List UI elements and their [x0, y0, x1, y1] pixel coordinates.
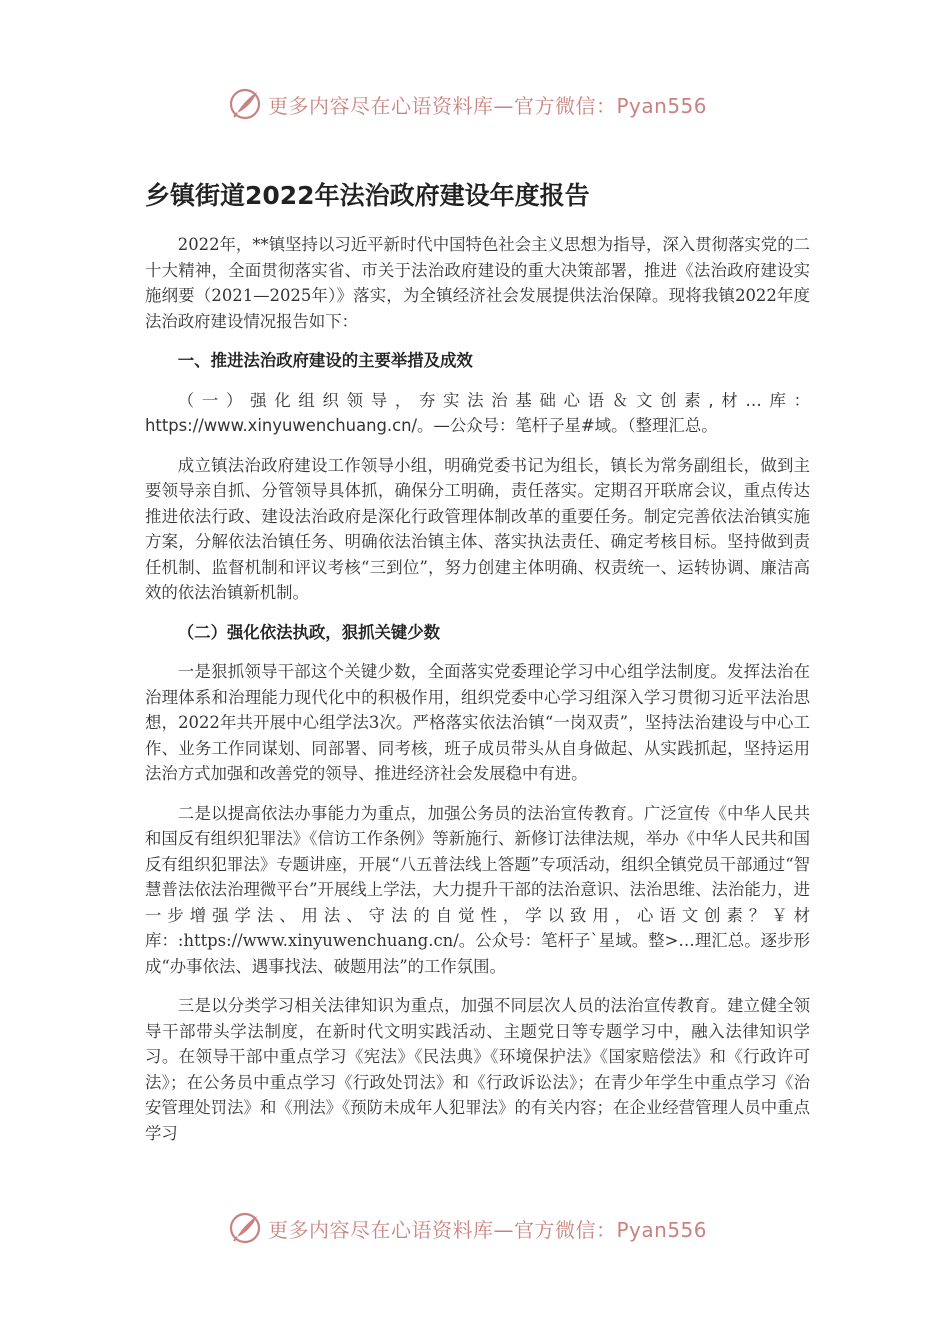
header-banner [228, 84, 748, 124]
page-title: 乡镇街道2022年法治政府建设年度报告 [145, 181, 590, 210]
section-heading-1: 一、推进法治政府建设的主要举措及成效 [177, 351, 473, 370]
quill-logo-icon [228, 87, 262, 121]
intro-paragraph: 2022年，**镇坚持以习近平新时代中国特色社会主义思想为指导，深入贯彻落实党的二十大精神，全面贯彻落实省、市关于法治政府建设的重大决策部署，推进《法治政府建设实施纲要（2021—2025年）》落实，为全镇经济社会发展提供法治保障。现将我镇2022年度法治政府建设情况报告如下： [145, 235, 810, 331]
document-body [145, 232, 810, 1160]
banner-text: 更多内容尽在心语资料库—官方微信：Pyan556 [268, 1217, 708, 1242]
body-paragraph: 三是以分类学习相关法律知识为重点，加强不同层次人员的法治宣传教育。建立健全领导干部带头学法制度，在新时代文明实践活动、主题党日等专题学习中，融入法律知识学习。在领导干部中重点学习《宪法》《民法典》《环境保护法》《国家赔偿法》和《行政许可法》；在公务员中重点学习《行政处罚法》和《行政诉讼法》；在青少年学生中重点学习《治安管理处罚法》和《刑法》《预防未成年人犯罪法》的有关内容；在企业经营管理人员中重点学习 [145, 996, 810, 1143]
subsection-heading-2: （二）强化依法执政，狠抓关键少数 [177, 622, 441, 642]
banner-text: 更多内容尽在心语资料库—官方微信：Pyan556 [268, 93, 708, 118]
body-paragraph: 成立镇法治政府建设工作领导小组，明确党委书记为组长，镇长为常务副组长，做到主要领导亲自抓、分管领导具体抓，确保分工明确，责任落实。定期召开联席会议，重点传达推进依法行政、建设法治政府是深化行政管理体制改革的重要任务。制定完善依法治镇实施方案，分解依法治镇任务、明确依法治镇主体、落实执法责任、确定考核目标。坚持做到责任机制、监督机制和评议考核“三到位”，努力创建主体明确、权责统一、运转协调、廉洁高效的依法治镇新机制。 [145, 455, 810, 602]
body-paragraph: 二是以提高依法办事能力为重点，加强公务员的法治宣传教育。广泛宣传《中华人民共和国反有组织犯罪法》《信访工作条例》等新施行、新修订法律法规，举办《中华人民共和国反有组织犯罪法》专题讲座，开展“八五普法线上答题”专项活动，组织全镇党员干部通过“智慧普法依法治理微平台”开展线上学法，大力提升干部的法治意识、法治思维、法治能力，进一步增强学法、用法、守法的自觉性，学以致用，心语文创素？￥材库：:https://www.xinyuwenchuang.cn/。公众号：笔杆子`星域。整>…理汇总。逐步形成“办事依法、遇事找法、破题用法”的工作氛围。 [145, 803, 810, 976]
footer-banner [228, 1208, 748, 1248]
subsection-heading-1: （一）强化组织领导，夯实法治基础心语＆文创素,材…库：https://www.xinyuwenchuang.cn/。—公众号：笔杆子星#域。（整理汇总。 [145, 390, 810, 435]
quill-logo-icon [228, 1211, 262, 1245]
body-paragraph: 一是狠抓领导干部这个关键少数，全面落实党委理论学习中心组学法制度。发挥法治在治理体系和治理能力现代化中的积极作用，组织党委中心学习组深入学习贯彻习近平法治思想，2022年共开展中心组学法3次。严格落实依法治镇“一岗双责”，坚持法治建设与中心工作、业务工作同谋划、同部署、同考核，班子成员带头从自身做起、从实践抓起，坚持运用法治方式加强和改善党的领导、推进经济社会发展稳中有进。 [145, 662, 810, 783]
